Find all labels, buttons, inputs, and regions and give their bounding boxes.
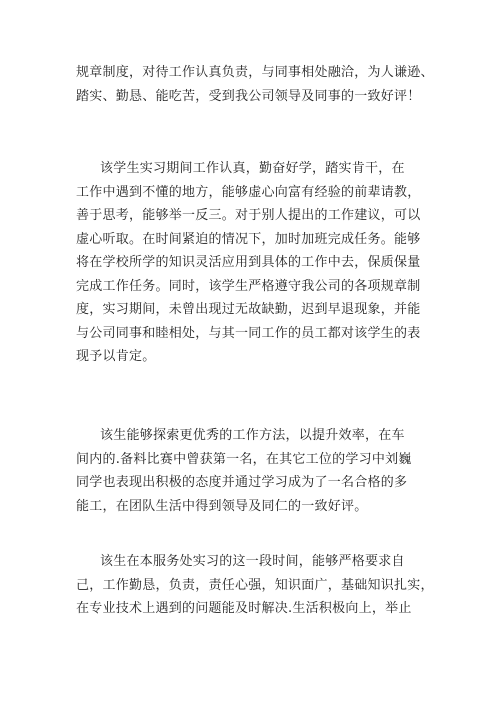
paragraph-2 (76, 157, 428, 369)
paragraph-4 (76, 550, 434, 621)
text-line: 该生能够探索更优秀的工作方法，以提升效率，在车 (100, 428, 405, 443)
text-line: 将在学校所学的知识灵活应用到具体的工作中去，保质保量 (76, 255, 421, 270)
text-line: 工作中遇到不懂的地方，能够虚心向富有经验的前辈请教， (76, 184, 421, 200)
text-line: 现予以肯定。 (76, 349, 156, 364)
text-line: 能工，在团队生活中得到领导及同仁的一致好评。 (76, 498, 368, 514)
text-line: 与公司同事和睦相处，与其一同工作的员工都对该学生的表 (76, 325, 421, 341)
text-line: 虚心听取。在时间紧迫的情况下，加时加班完成任务。能够 (76, 231, 421, 247)
text-line: 己，工作勤恳，负责，责任心强，知识面广，基础知识扎实， (76, 577, 434, 593)
text-line: 善于思考，能够举一反三。对于别人提出的工作建议，可以 (76, 208, 421, 223)
text-line: 规章制度，对待工作认真负责，与同事相处融洽，为人谦逊、 (76, 65, 434, 80)
paragraph-3 (76, 424, 428, 518)
text-line: 该学生实习期间工作认真，勤奋好学，踏实肯干，在 (100, 161, 405, 176)
text-line: 度，实习期间，未曾出现过无故缺勤，迟到早退现象，并能 (76, 302, 421, 317)
text-line: 完成工作任务。同时，该学生严格遵守我公司的各项规章制 (76, 278, 421, 294)
text-line: 该生在本服务处实习的这一段时间，能够严格要求自 (100, 554, 405, 569)
text-line: 踏实、勤恳、能吃苦，受到我公司领导及同事的一致好评！ (76, 88, 421, 104)
text-line: 在专业技术上遇到的问题能及时解决.生活积极向上，举止 (76, 601, 412, 616)
text-line: 间内的.备料比赛中曾获第一名，在其它工位的学习中刘巍 (76, 451, 412, 467)
paragraph-1 (76, 61, 434, 108)
text-line: 同学也表现出积极的态度并通过学习成为了一名合格的多 (76, 475, 408, 490)
